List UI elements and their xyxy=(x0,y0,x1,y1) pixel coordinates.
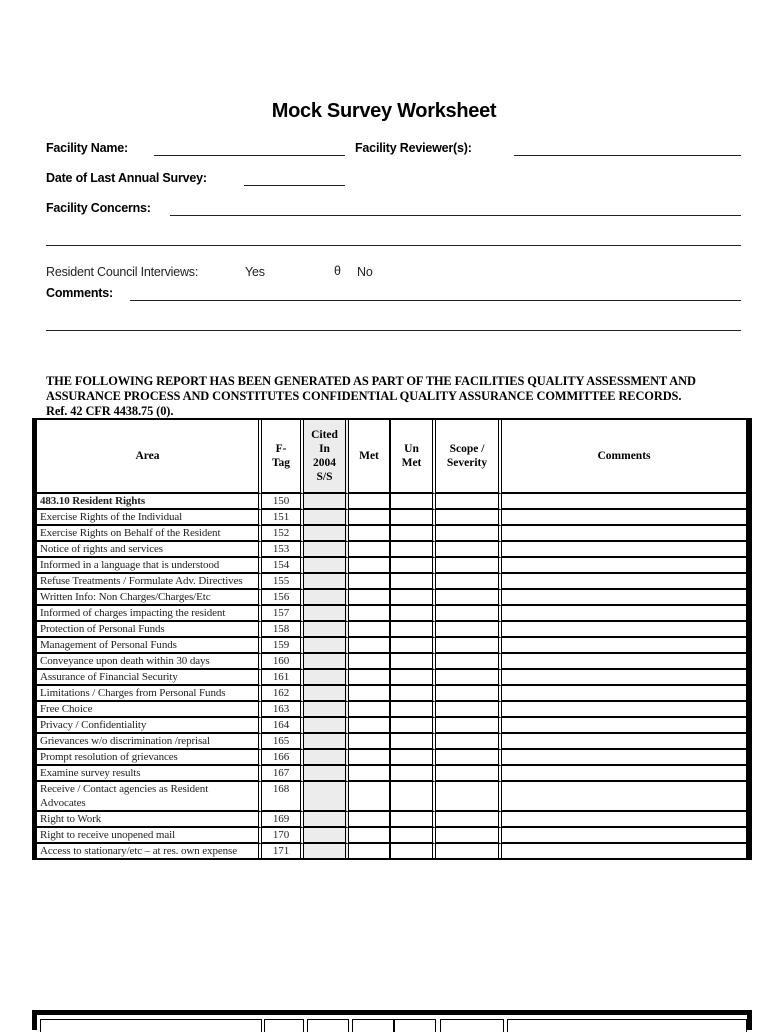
table-row xyxy=(37,686,747,702)
council-radio-bullet-icon[interactable]: θ xyxy=(334,264,341,278)
unmet-cell[interactable] xyxy=(391,494,436,510)
met-cell[interactable] xyxy=(349,638,391,654)
ftag-cell: 162 xyxy=(262,686,304,702)
comments-cell[interactable] xyxy=(502,638,747,654)
ftag-cell: 166 xyxy=(262,750,304,766)
cited-cell[interactable] xyxy=(304,670,349,686)
unmet-cell[interactable] xyxy=(391,526,436,542)
table-row xyxy=(37,574,747,590)
area-cell: Limitations / Charges from Personal Funds xyxy=(37,686,262,702)
facility-concerns-label: Facility Concerns: xyxy=(46,201,151,215)
met-cell[interactable] xyxy=(349,574,391,590)
cited-cell[interactable] xyxy=(304,558,349,574)
cited-cell[interactable] xyxy=(304,638,349,654)
unmet-cell[interactable] xyxy=(391,590,436,606)
header-ftag: F- Tag xyxy=(262,420,304,494)
facility-name-field[interactable] xyxy=(154,155,345,156)
facility-concerns-field-line-2[interactable] xyxy=(46,245,741,246)
page-title: Mock Survey Worksheet xyxy=(271,100,497,122)
unmet-cell[interactable] xyxy=(391,510,436,526)
comments-cell[interactable] xyxy=(502,622,747,638)
ftag-cell: 156 xyxy=(262,590,304,606)
table-row xyxy=(37,782,747,812)
header-scope-severity: Scope / Severity xyxy=(436,420,502,494)
met-cell[interactable] xyxy=(349,702,391,718)
table-row xyxy=(37,638,747,654)
header-unmet: Un Met xyxy=(391,420,436,494)
cited-cell[interactable] xyxy=(304,844,349,858)
council-yes-option[interactable]: Yes xyxy=(245,265,265,279)
comments-cell[interactable] xyxy=(502,750,747,766)
met-cell[interactable] xyxy=(349,718,391,734)
scope-severity-cell[interactable] xyxy=(436,638,502,654)
notice-reference: Ref. 42 CFR 4438.75 (0). xyxy=(46,404,174,418)
cited-cell[interactable] xyxy=(304,812,349,828)
cited-cell[interactable] xyxy=(304,734,349,750)
met-cell[interactable] xyxy=(349,526,391,542)
facility-reviewers-field[interactable] xyxy=(514,155,741,156)
ftag-cell: 159 xyxy=(262,638,304,654)
area-cell: Prompt resolution of grievances xyxy=(37,750,262,766)
met-cell[interactable] xyxy=(349,622,391,638)
cited-cell[interactable] xyxy=(304,750,349,766)
table-row xyxy=(37,494,747,510)
unmet-cell[interactable] xyxy=(391,828,436,844)
scope-severity-cell[interactable] xyxy=(436,574,502,590)
ftag-cell: 157 xyxy=(262,606,304,622)
met-cell[interactable] xyxy=(349,494,391,510)
area-cell: Refuse Treatments / Formulate Adv. Directives xyxy=(37,574,262,590)
area-cell: Notice of rights and services xyxy=(37,542,262,558)
table-row xyxy=(37,542,747,558)
ftag-cell: 167 xyxy=(262,766,304,782)
table-row xyxy=(37,718,747,734)
table-row xyxy=(37,812,747,828)
unmet-cell[interactable] xyxy=(391,686,436,702)
comments-cell[interactable] xyxy=(502,670,747,686)
next-table-col xyxy=(307,1019,349,1032)
comments-cell[interactable] xyxy=(502,734,747,750)
council-no-option[interactable]: No xyxy=(357,265,373,279)
ftag-cell: 171 xyxy=(262,844,304,858)
confidentiality-notice xyxy=(46,374,746,419)
table-row xyxy=(37,670,747,686)
scope-severity-cell[interactable] xyxy=(436,526,502,542)
met-cell[interactable] xyxy=(349,670,391,686)
area-cell: Examine survey results xyxy=(37,766,262,782)
area-cell: Assurance of Financial Security xyxy=(37,670,262,686)
scope-severity-cell[interactable] xyxy=(436,734,502,750)
ftag-cell: 169 xyxy=(262,812,304,828)
cited-cell[interactable] xyxy=(304,718,349,734)
ftag-cell: 151 xyxy=(262,510,304,526)
cited-cell[interactable] xyxy=(304,702,349,718)
area-cell: 483.10 Resident Rights xyxy=(37,494,262,510)
scope-severity-cell[interactable] xyxy=(436,718,502,734)
scope-severity-cell[interactable] xyxy=(436,510,502,526)
last-survey-field[interactable] xyxy=(244,185,345,186)
facility-name-label: Facility Name: xyxy=(46,141,128,155)
cited-cell[interactable] xyxy=(304,686,349,702)
unmet-cell[interactable] xyxy=(391,766,436,782)
table-row xyxy=(37,734,747,750)
comments-field[interactable] xyxy=(130,300,741,301)
comments-cell[interactable] xyxy=(502,558,747,574)
unmet-cell[interactable] xyxy=(391,542,436,558)
met-cell[interactable] xyxy=(349,766,391,782)
met-cell[interactable] xyxy=(349,654,391,670)
met-cell[interactable] xyxy=(349,782,391,812)
unmet-cell[interactable] xyxy=(391,558,436,574)
ftag-cell: 153 xyxy=(262,542,304,558)
ftag-cell: 164 xyxy=(262,718,304,734)
comments-cell[interactable] xyxy=(502,606,747,622)
comments-cell[interactable] xyxy=(502,782,747,812)
scope-severity-cell[interactable] xyxy=(436,494,502,510)
ftag-cell: 163 xyxy=(262,702,304,718)
notice-line-1: THE FOLLOWING REPORT HAS BEEN GENERATED AS PART OF THE FACILITIES QUALITY ASSESSMENT AND xyxy=(46,374,696,388)
unmet-cell[interactable] xyxy=(391,718,436,734)
scope-severity-cell[interactable] xyxy=(436,686,502,702)
ftag-cell: 160 xyxy=(262,654,304,670)
unmet-cell[interactable] xyxy=(391,606,436,622)
next-table-col xyxy=(394,1019,436,1032)
table-row xyxy=(37,844,747,858)
comments-cell[interactable] xyxy=(502,844,747,858)
met-cell[interactable] xyxy=(349,686,391,702)
comments-label: Comments: xyxy=(46,286,113,300)
ftag-cell: 168 xyxy=(262,782,304,812)
table-row xyxy=(37,510,747,526)
scope-severity-cell[interactable] xyxy=(436,750,502,766)
area-cell: Free Choice xyxy=(37,702,262,718)
area-cell: Informed of charges impacting the resident xyxy=(37,606,262,622)
met-cell[interactable] xyxy=(349,510,391,526)
unmet-cell[interactable] xyxy=(391,812,436,828)
cited-cell[interactable] xyxy=(304,622,349,638)
area-cell: Conveyance upon death within 30 days xyxy=(37,654,262,670)
area-cell: Receive / Contact agencies as Resident Advocates xyxy=(37,782,262,812)
comments-cell[interactable] xyxy=(502,718,747,734)
cited-cell[interactable] xyxy=(304,526,349,542)
ftag-cell: 170 xyxy=(262,828,304,844)
next-table-col xyxy=(440,1019,504,1032)
last-survey-label: Date of Last Annual Survey: xyxy=(46,171,207,185)
met-cell[interactable] xyxy=(349,590,391,606)
scope-severity-cell[interactable] xyxy=(436,622,502,638)
scope-severity-cell[interactable] xyxy=(436,844,502,858)
unmet-cell[interactable] xyxy=(391,844,436,858)
header-area: Area xyxy=(37,420,262,494)
met-cell[interactable] xyxy=(349,812,391,828)
next-table-col xyxy=(507,1019,747,1032)
unmet-cell[interactable] xyxy=(391,750,436,766)
survey-table xyxy=(32,418,752,860)
cited-cell[interactable] xyxy=(304,606,349,622)
area-cell: Grievances w/o discrimination /reprisal xyxy=(37,734,262,750)
met-cell[interactable] xyxy=(349,844,391,858)
notice-line-2: ASSURANCE PROCESS AND CONSTITUTES CONFIDENTIAL QUALITY ASSURANCE COMMITTEE RECORDS. xyxy=(46,389,682,403)
area-cell: Exercise Rights on Behalf of the Resident xyxy=(37,526,262,542)
next-table-col xyxy=(352,1019,394,1032)
cited-cell[interactable] xyxy=(304,494,349,510)
unmet-cell[interactable] xyxy=(391,702,436,718)
scope-severity-cell[interactable] xyxy=(436,542,502,558)
comments-cell[interactable] xyxy=(502,590,747,606)
comments-cell[interactable] xyxy=(502,766,747,782)
table-row xyxy=(37,654,747,670)
cited-cell[interactable] xyxy=(304,828,349,844)
area-cell: Right to receive unopened mail xyxy=(37,828,262,844)
next-table-col xyxy=(264,1019,304,1032)
area-cell: Exercise Rights of the Individual xyxy=(37,510,262,526)
table-row xyxy=(37,828,747,844)
next-table-col xyxy=(40,1019,262,1032)
cited-cell[interactable] xyxy=(304,654,349,670)
ftag-cell: 165 xyxy=(262,734,304,750)
cited-cell[interactable] xyxy=(304,542,349,558)
table-row xyxy=(37,558,747,574)
comments-cell[interactable] xyxy=(502,828,747,844)
table-row xyxy=(37,702,747,718)
header-cited: Cited In 2004 S/S xyxy=(304,420,349,494)
scope-severity-cell[interactable] xyxy=(436,782,502,812)
scope-severity-cell[interactable] xyxy=(436,670,502,686)
area-cell: Access to stationary/etc – at res. own expense xyxy=(37,844,262,858)
table-row xyxy=(37,606,747,622)
unmet-cell[interactable] xyxy=(391,638,436,654)
unmet-cell[interactable] xyxy=(391,622,436,638)
scope-severity-cell[interactable] xyxy=(436,828,502,844)
comments-cell[interactable] xyxy=(502,510,747,526)
comments-cell[interactable] xyxy=(502,574,747,590)
comments-cell[interactable] xyxy=(502,702,747,718)
met-cell[interactable] xyxy=(349,558,391,574)
table-row xyxy=(37,526,747,542)
unmet-cell[interactable] xyxy=(391,670,436,686)
met-cell[interactable] xyxy=(349,734,391,750)
met-cell[interactable] xyxy=(349,828,391,844)
unmet-cell[interactable] xyxy=(391,782,436,812)
council-interviews-label: Resident Council Interviews: xyxy=(46,265,199,279)
ftag-cell: 150 xyxy=(262,494,304,510)
met-cell[interactable] xyxy=(349,606,391,622)
area-cell: Management of Personal Funds xyxy=(37,638,262,654)
comments-cell[interactable] xyxy=(502,542,747,558)
cited-cell[interactable] xyxy=(304,766,349,782)
unmet-cell[interactable] xyxy=(391,654,436,670)
scope-severity-cell[interactable] xyxy=(436,590,502,606)
comments-cell[interactable] xyxy=(502,526,747,542)
met-cell[interactable] xyxy=(349,542,391,558)
area-cell: Written Info: Non Charges/Charges/Etc xyxy=(37,590,262,606)
scope-severity-cell[interactable] xyxy=(436,654,502,670)
unmet-cell[interactable] xyxy=(391,574,436,590)
comments-cell[interactable] xyxy=(502,812,747,828)
header-comments: Comments xyxy=(502,420,747,494)
comments-cell[interactable] xyxy=(502,494,747,510)
scope-severity-cell[interactable] xyxy=(436,702,502,718)
table-row xyxy=(37,750,747,766)
ftag-cell: 158 xyxy=(262,622,304,638)
area-cell: Right to Work xyxy=(37,812,262,828)
scope-severity-cell[interactable] xyxy=(436,606,502,622)
facility-concerns-field[interactable] xyxy=(170,215,741,216)
cited-cell[interactable] xyxy=(304,782,349,812)
cited-cell[interactable] xyxy=(304,510,349,526)
area-cell: Protection of Personal Funds xyxy=(37,622,262,638)
ftag-cell: 152 xyxy=(262,526,304,542)
ftag-cell: 161 xyxy=(262,670,304,686)
scope-severity-cell[interactable] xyxy=(436,812,502,828)
ftag-cell: 154 xyxy=(262,558,304,574)
facility-reviewers-label: Facility Reviewer(s): xyxy=(355,141,472,155)
comments-field-line-2[interactable] xyxy=(46,330,741,331)
met-cell[interactable] xyxy=(349,750,391,766)
table-row xyxy=(37,622,747,638)
scope-severity-cell[interactable] xyxy=(436,766,502,782)
cited-cell[interactable] xyxy=(304,574,349,590)
next-table-top xyxy=(32,1010,752,1030)
ftag-cell: 155 xyxy=(262,574,304,590)
area-cell: Privacy / Confidentiality xyxy=(37,718,262,734)
table-header-row xyxy=(37,420,747,494)
table-row xyxy=(37,590,747,606)
comments-cell[interactable] xyxy=(502,654,747,670)
comments-cell[interactable] xyxy=(502,686,747,702)
cited-cell[interactable] xyxy=(304,590,349,606)
scope-severity-cell[interactable] xyxy=(436,558,502,574)
unmet-cell[interactable] xyxy=(391,734,436,750)
table-row xyxy=(37,766,747,782)
header-met: Met xyxy=(349,420,391,494)
area-cell: Informed in a language that is understood xyxy=(37,558,262,574)
